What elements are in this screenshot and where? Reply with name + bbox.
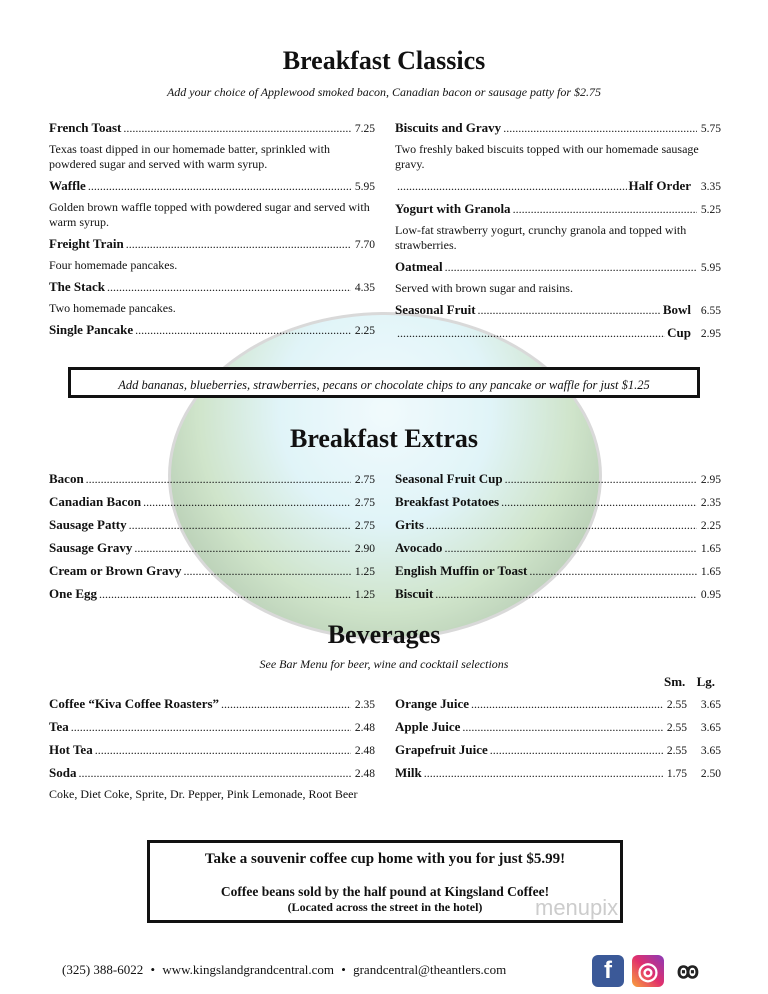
item-name: Milk	[395, 765, 422, 780]
dot-leader	[99, 587, 351, 602]
menu-item-row	[49, 765, 375, 781]
dot-leader	[221, 697, 351, 712]
item-name: The Stack	[49, 279, 105, 294]
item-name: Biscuit	[395, 586, 434, 601]
item-price: 2.48	[354, 768, 375, 780]
item-description: Golden brown waffle topped with powdered sugar and served with warm syrup.	[49, 200, 370, 229]
item-price: 1.25	[354, 566, 375, 578]
price-small: 1.75	[666, 768, 687, 780]
menu-item-row	[395, 696, 721, 712]
item-size-label: Bowl	[662, 302, 691, 317]
tripadvisor-icon[interactable]: ꙭ	[676, 958, 700, 983]
item-price: 3.35	[700, 181, 721, 193]
price-large: 3.65	[700, 745, 721, 757]
item-price: 1.65	[700, 566, 721, 578]
menu-item-row	[49, 696, 375, 712]
item-price: 7.25	[354, 123, 375, 135]
dot-leader	[513, 202, 697, 217]
dot-leader	[143, 495, 351, 510]
item-price: 5.95	[700, 262, 721, 274]
item-name: Sausage Patty	[49, 517, 127, 532]
price-large: 2.50	[700, 768, 721, 780]
addon-note: Add bananas, blueberries, strawberries, pecans or chocolate chips to any pancake or waffle for just $1.25	[118, 378, 650, 392]
dot-leader	[397, 326, 665, 341]
item-description: Texas toast dipped in our homemade batter, sprinkled with powdered sugar and served with warm syrup.	[49, 142, 330, 171]
dot-leader	[107, 280, 351, 295]
menu-item-row	[395, 302, 721, 318]
menu-item-row	[395, 540, 721, 556]
item-price: 2.25	[354, 325, 375, 337]
menu-item-row	[395, 201, 721, 217]
website-link[interactable]: www.kingslandgrandcentral.com	[162, 962, 335, 977]
menu-item-row	[395, 471, 721, 487]
item-name: Soda	[49, 765, 77, 780]
item-price: 2.35	[354, 699, 375, 711]
dot-leader	[78, 766, 351, 781]
item-price: 0.95	[700, 589, 721, 601]
dot-leader	[424, 766, 663, 781]
menu-item-row	[49, 586, 375, 602]
dot-leader	[88, 179, 351, 194]
item-description: Coke, Diet Coke, Sprite, Dr. Pepper, Pink Lemonade, Root Beer	[49, 787, 358, 801]
dot-leader	[184, 564, 351, 579]
dot-leader	[478, 303, 661, 318]
separator: •	[341, 962, 346, 977]
item-description: Two homemade pancakes.	[49, 301, 176, 315]
item-size-label: Cup	[667, 325, 691, 340]
dot-leader	[471, 697, 663, 712]
promo-line-2: Coffee beans sold by the half pound at Kingsland Coffee!	[220, 884, 550, 899]
dot-leader	[135, 323, 351, 338]
dot-leader	[490, 743, 663, 758]
dot-leader	[126, 237, 351, 252]
price-large: 3.65	[700, 699, 721, 711]
dot-leader	[426, 518, 697, 533]
item-description: Served with brown sugar and raisins.	[395, 281, 573, 295]
menu-item-row	[395, 719, 721, 735]
section-title-classics: Breakfast Classics	[282, 46, 486, 75]
item-size-label: Half Order	[628, 178, 691, 193]
phone: (325) 388-6022	[62, 962, 144, 977]
menu-item-row	[49, 494, 375, 510]
menu-item-row	[49, 178, 375, 194]
dot-leader	[71, 720, 351, 735]
item-price: 2.75	[354, 520, 375, 532]
menu-item-row	[395, 325, 721, 341]
extras-right-column	[395, 471, 721, 609]
price-small: 2.55	[666, 699, 687, 711]
item-name: English Muffin or Toast	[395, 563, 528, 578]
item-price: 2.48	[354, 722, 375, 734]
item-name: Avocado	[395, 540, 443, 555]
menu-item-row	[395, 120, 721, 136]
item-price: 5.75	[700, 123, 721, 135]
item-description: Low-fat strawberry yogurt, crunchy granola and topped with strawberries.	[395, 223, 687, 252]
item-price: 2.25	[700, 520, 721, 532]
item-name: One Egg	[49, 586, 98, 601]
item-price: 6.55	[700, 305, 721, 317]
menu-item-row	[49, 719, 375, 735]
menu-item-row	[395, 259, 721, 275]
menu-item-row	[395, 517, 721, 533]
item-name: Canadian Bacon	[49, 494, 142, 509]
item-name: Biscuits and Gravy	[395, 120, 502, 135]
menu-item-row	[395, 586, 721, 602]
item-name: Freight Train	[49, 236, 124, 251]
price-small: 2.55	[666, 722, 687, 734]
dot-leader	[503, 121, 697, 136]
menu-item-row	[395, 563, 721, 579]
menu-item-row	[49, 517, 375, 533]
promo-line-1: Take a souvenir coffee cup home with you for just $5.99!	[204, 851, 566, 867]
dot-leader	[86, 472, 351, 487]
facebook-icon[interactable]: f	[592, 955, 624, 987]
item-price: 2.95	[700, 474, 721, 486]
menu-item-row	[395, 494, 721, 510]
promo-line-3: (Located across the street in the hotel)	[287, 900, 483, 914]
item-price: 2.95	[700, 328, 721, 340]
menu-item-row	[49, 236, 375, 252]
item-name: Apple Juice	[395, 719, 461, 734]
menu-item-row	[395, 178, 721, 194]
classics-left-column	[49, 120, 375, 345]
item-name: French Toast	[49, 120, 122, 135]
item-name: Bacon	[49, 471, 84, 486]
item-name: Orange Juice	[395, 696, 470, 711]
dot-leader	[445, 260, 697, 275]
menu-item-row	[395, 765, 721, 781]
item-name: Grits	[395, 517, 424, 532]
item-name: Hot Tea	[49, 742, 93, 757]
dot-leader	[505, 472, 697, 487]
item-name: Coffee “Kiva Coffee Roasters”	[49, 696, 220, 711]
item-name: Breakfast Potatoes	[395, 494, 500, 509]
item-name: Sausage Gravy	[49, 540, 133, 555]
item-price: 2.90	[354, 543, 375, 555]
menu-item-row	[49, 471, 375, 487]
item-name: Cream or Brown Gravy	[49, 563, 182, 578]
beverages-right-column	[395, 696, 721, 788]
dot-leader	[501, 495, 697, 510]
item-name: Seasonal Fruit Cup	[395, 471, 503, 486]
beverages-left-column	[49, 696, 375, 808]
dot-leader	[435, 587, 697, 602]
size-headers	[664, 674, 715, 690]
dot-leader	[529, 564, 697, 579]
item-price: 2.48	[354, 745, 375, 757]
section-title-extras: Breakfast Extras	[289, 424, 478, 453]
separator: •	[150, 962, 156, 977]
dot-leader	[444, 541, 697, 556]
item-name: Tea	[49, 719, 69, 734]
menu-item-row	[49, 742, 375, 758]
price-small: 2.55	[666, 745, 687, 757]
item-price: 2.75	[354, 474, 375, 486]
dot-leader	[129, 518, 351, 533]
item-price: 4.35	[354, 282, 375, 294]
email-link[interactable]: grandcentral@theantlers.com	[353, 962, 507, 977]
social-icons	[592, 955, 704, 987]
small-header: Sm.	[664, 674, 686, 689]
item-price: 1.65	[700, 543, 721, 555]
item-price: 2.35	[700, 497, 721, 509]
item-name: Yogurt with Granola	[395, 201, 511, 216]
item-price: 1.25	[354, 589, 375, 601]
item-name: Grapefruit Juice	[395, 742, 488, 757]
beverages-subtitle: See Bar Menu for beer, wine and cocktail selections	[259, 657, 509, 671]
item-price: 7.70	[354, 239, 375, 251]
large-header: Lg.	[696, 674, 715, 689]
item-price: 5.95	[354, 181, 375, 193]
classics-right-column	[395, 120, 721, 348]
item-name: Oatmeal	[395, 259, 443, 274]
menu-item-row	[395, 742, 721, 758]
section-title-beverages: Beverages	[327, 620, 441, 649]
addon-note-box	[68, 367, 700, 398]
menu-item-row	[49, 279, 375, 295]
dot-leader	[95, 743, 351, 758]
item-name: Single Pancake	[49, 322, 134, 337]
dot-leader	[397, 179, 627, 194]
item-price: 5.25	[700, 204, 721, 216]
item-description: Two freshly baked biscuits topped with our homemade sausage gravy.	[395, 142, 699, 171]
item-name: Waffle	[49, 178, 86, 193]
dot-leader	[462, 720, 663, 735]
menu-item-row	[49, 563, 375, 579]
item-description: Four homemade pancakes.	[49, 258, 178, 272]
watermark: menupix	[535, 895, 619, 920]
menu-item-row	[49, 120, 375, 136]
dot-leader	[134, 541, 351, 556]
menu-item-row	[49, 322, 375, 338]
dot-leader	[123, 121, 351, 136]
extras-left-column	[49, 471, 375, 609]
price-large: 3.65	[700, 722, 721, 734]
instagram-icon[interactable]: ◎	[632, 955, 664, 987]
item-price: 2.75	[354, 497, 375, 509]
menu-item-row	[49, 540, 375, 556]
footer-contact	[62, 962, 506, 978]
classics-subtitle: Add your choice of Applewood smoked bacon, Canadian bacon or sausage patty for $2.75	[166, 85, 602, 99]
item-name: Seasonal Fruit	[395, 302, 476, 317]
